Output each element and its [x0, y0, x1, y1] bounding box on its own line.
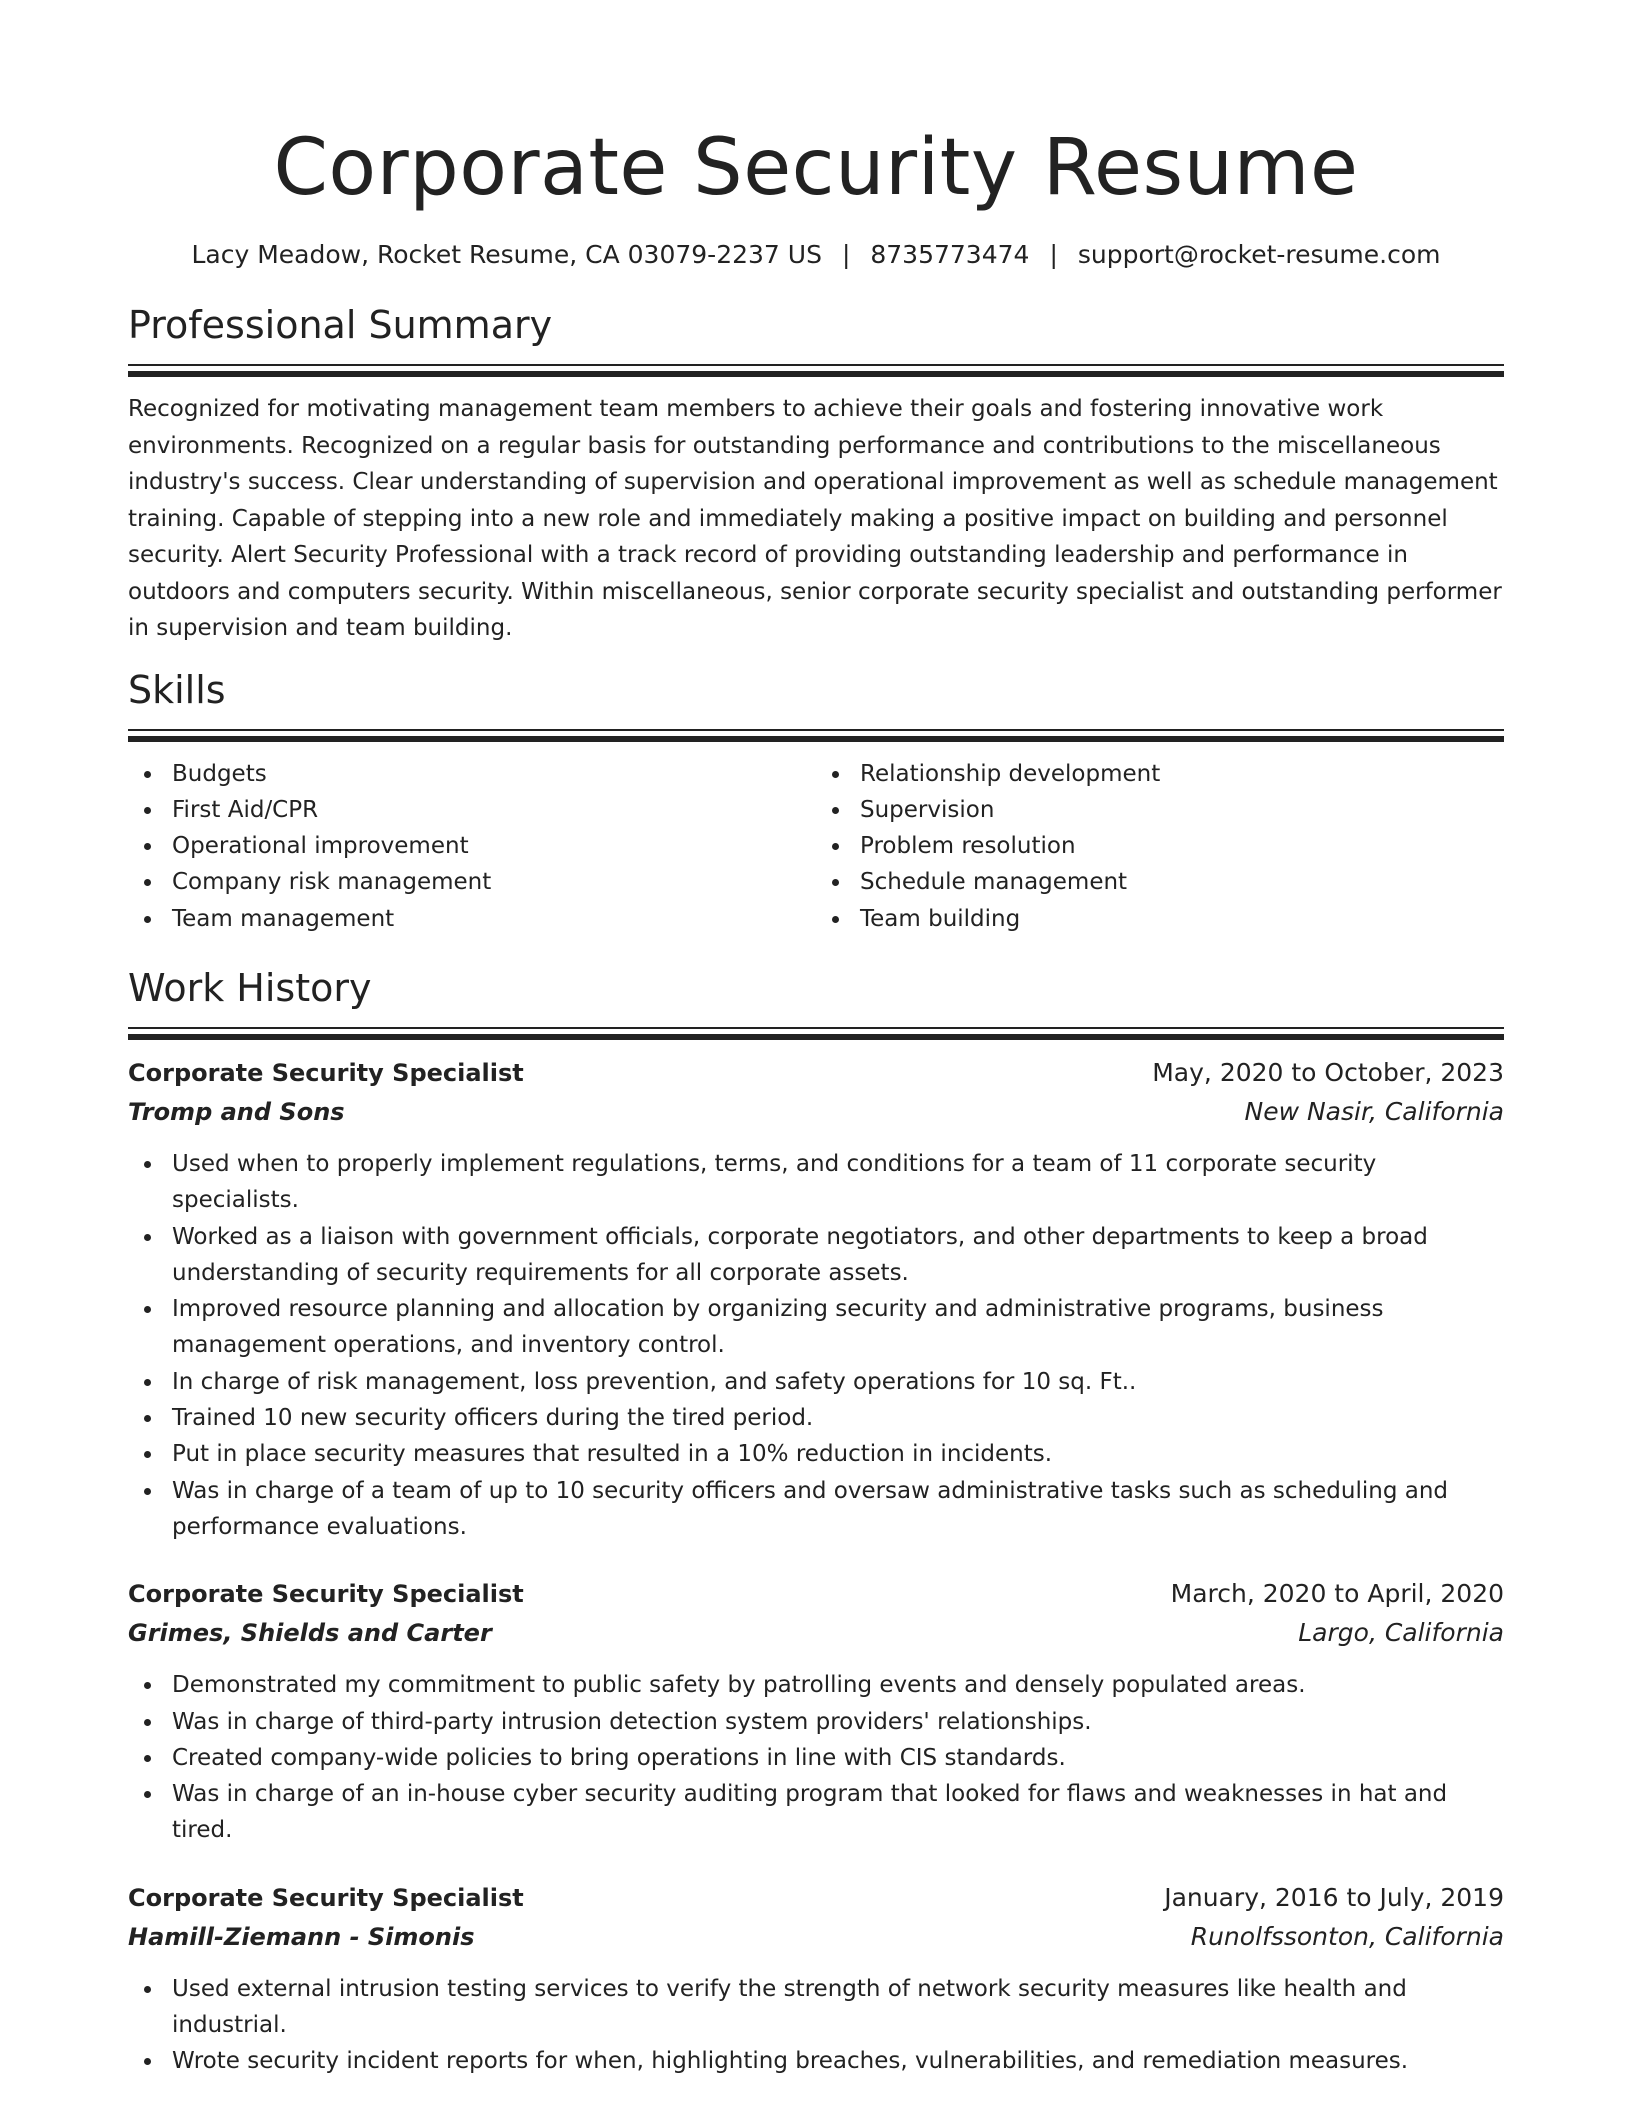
job-dates: January, 2016 to July, 2019: [1164, 1882, 1504, 1912]
skills-column-left: [128, 756, 816, 937]
job-bullet: Used when to properly implement regulations, terms, and conditions for a team of 11 corporate security specialists.: [172, 1146, 1504, 1219]
job-title: Corporate Security Specialist: [128, 1058, 524, 1087]
job-bullets: [128, 1146, 1504, 1545]
job-bullet: In charge of risk management, loss prevention, and safety operations for 10 sq. Ft..: [172, 1364, 1504, 1400]
job-bullet: Trained 10 new security officers during the tired period.: [172, 1400, 1504, 1436]
section-divider: [128, 729, 1504, 742]
skill-item: Supervision: [860, 792, 1504, 828]
job-bullet: Worked as a liaison with government officials, corporate negotiators, and other departments to keep a broad understanding of security requirements for all corporate assets.: [172, 1219, 1504, 1292]
job-bullet: Created company-wide policies to bring operations in line with CIS standards.: [172, 1740, 1504, 1776]
skill-item: Team management: [172, 901, 816, 937]
skills-list: [128, 756, 1504, 937]
job-company-row: [128, 1092, 1504, 1132]
skill-item: Schedule management: [860, 864, 1504, 900]
skills-heading: Skills: [128, 667, 226, 712]
job-title: Corporate Security Specialist: [128, 1883, 524, 1912]
job-bullet: Used external intrusion testing services to verify the strength of network security measures like health and industrial.: [172, 1971, 1504, 2044]
skill-item: Company risk management: [172, 864, 816, 900]
summary-section: [128, 300, 1504, 647]
summary-heading: Professional Summary: [128, 303, 553, 347]
job-location: New Nasir, California: [1244, 1096, 1504, 1126]
job-header-row: [128, 1879, 1504, 1917]
job-bullet: Demonstrated my commitment to public safety by patrolling events and densely populated areas.: [172, 1667, 1504, 1703]
skill-item: First Aid/CPR: [172, 792, 816, 828]
skill-item: Problem resolution: [860, 828, 1504, 864]
job-bullets: [128, 1667, 1504, 1848]
skill-item: Team building: [860, 901, 1504, 937]
contact-separator: |: [1049, 240, 1058, 269]
resume-title: Corporate Security Resume: [273, 123, 1359, 213]
work-history-section: [128, 963, 1504, 2080]
skill-item: Relationship development: [860, 756, 1504, 792]
job-header-row: [128, 1575, 1504, 1613]
summary-text: Recognized for motivating management team members to achieve their goals and fostering innovative work environments. Recognized on a regular basis for outstanding performance and contributions to the miscellaneous industry's success. Clear understanding of supervision and operational improvement as well as schedule management training. Capable of stepping into a new role and immediately making a positive impact on building and personnel security. Alert Security Professional with a track record of providing outstanding leadership and performance in outdoors and computers security. Within miscellaneous, senior corporate security specialist and outstanding performer in supervision and team building.: [128, 396, 1502, 641]
section-divider: [128, 1027, 1504, 1040]
job-title: Corporate Security Specialist: [128, 1580, 524, 1609]
resume-page: [128, 0, 1504, 2080]
section-divider: [128, 364, 1504, 377]
skill-item: Budgets: [172, 756, 816, 792]
skills-column-right: [816, 756, 1504, 937]
job-entry: [128, 1575, 1504, 1848]
job-bullet: Put in place security measures that resulted in a 10% reduction in incidents.: [172, 1436, 1504, 1472]
job-bullet: Was in charge of an in-house cyber security auditing program that looked for flaws and weaknesses in hat and tired.: [172, 1776, 1504, 1849]
skills-section: [128, 665, 1504, 937]
job-entry: [128, 1879, 1504, 2080]
job-dates: March, 2020 to April, 2020: [1170, 1579, 1504, 1609]
skill-item: Operational improvement: [172, 828, 816, 864]
contact-phone: 8735773474: [870, 240, 1030, 269]
job-bullet: Was in charge of a team of up to 10 security officers and oversaw administrative tasks such as scheduling and performance evaluations.: [172, 1473, 1504, 1546]
job-company: Tromp and Sons: [128, 1097, 345, 1126]
job-bullet: Improved resource planning and allocation by organizing security and administrative programs, business management operations, and inventory control.: [172, 1291, 1504, 1364]
job-company-row: [128, 1917, 1504, 1957]
job-company: Grimes, Shields and Carter: [128, 1619, 492, 1648]
job-location: Largo, California: [1298, 1618, 1504, 1648]
contact-separator: |: [841, 240, 851, 269]
job-bullet: Wrote security incident reports for when, highlighting breaches, vulnerabilities, and remediation measures.: [172, 2043, 1504, 2079]
job-header-row: [128, 1054, 1504, 1092]
contact-address: Lacy Meadow, Rocket Resume, CA 03079-2237 US: [191, 240, 822, 269]
job-location: Runolfssonton, California: [1190, 1921, 1504, 1951]
work-history-heading: Work History: [128, 965, 372, 1010]
job-entry: [128, 1054, 1504, 1545]
contact-line: [128, 238, 1504, 272]
job-bullet: Was in charge of third-party intrusion detection system providers' relationships.: [172, 1704, 1504, 1740]
job-company: Hamill-Ziemann - Simonis: [128, 1922, 475, 1951]
job-dates: May, 2020 to October, 2023: [1152, 1057, 1504, 1087]
job-bullets: [128, 1971, 1504, 2080]
contact-email: support@rocket-resume.com: [1077, 240, 1441, 269]
job-company-row: [128, 1613, 1504, 1653]
